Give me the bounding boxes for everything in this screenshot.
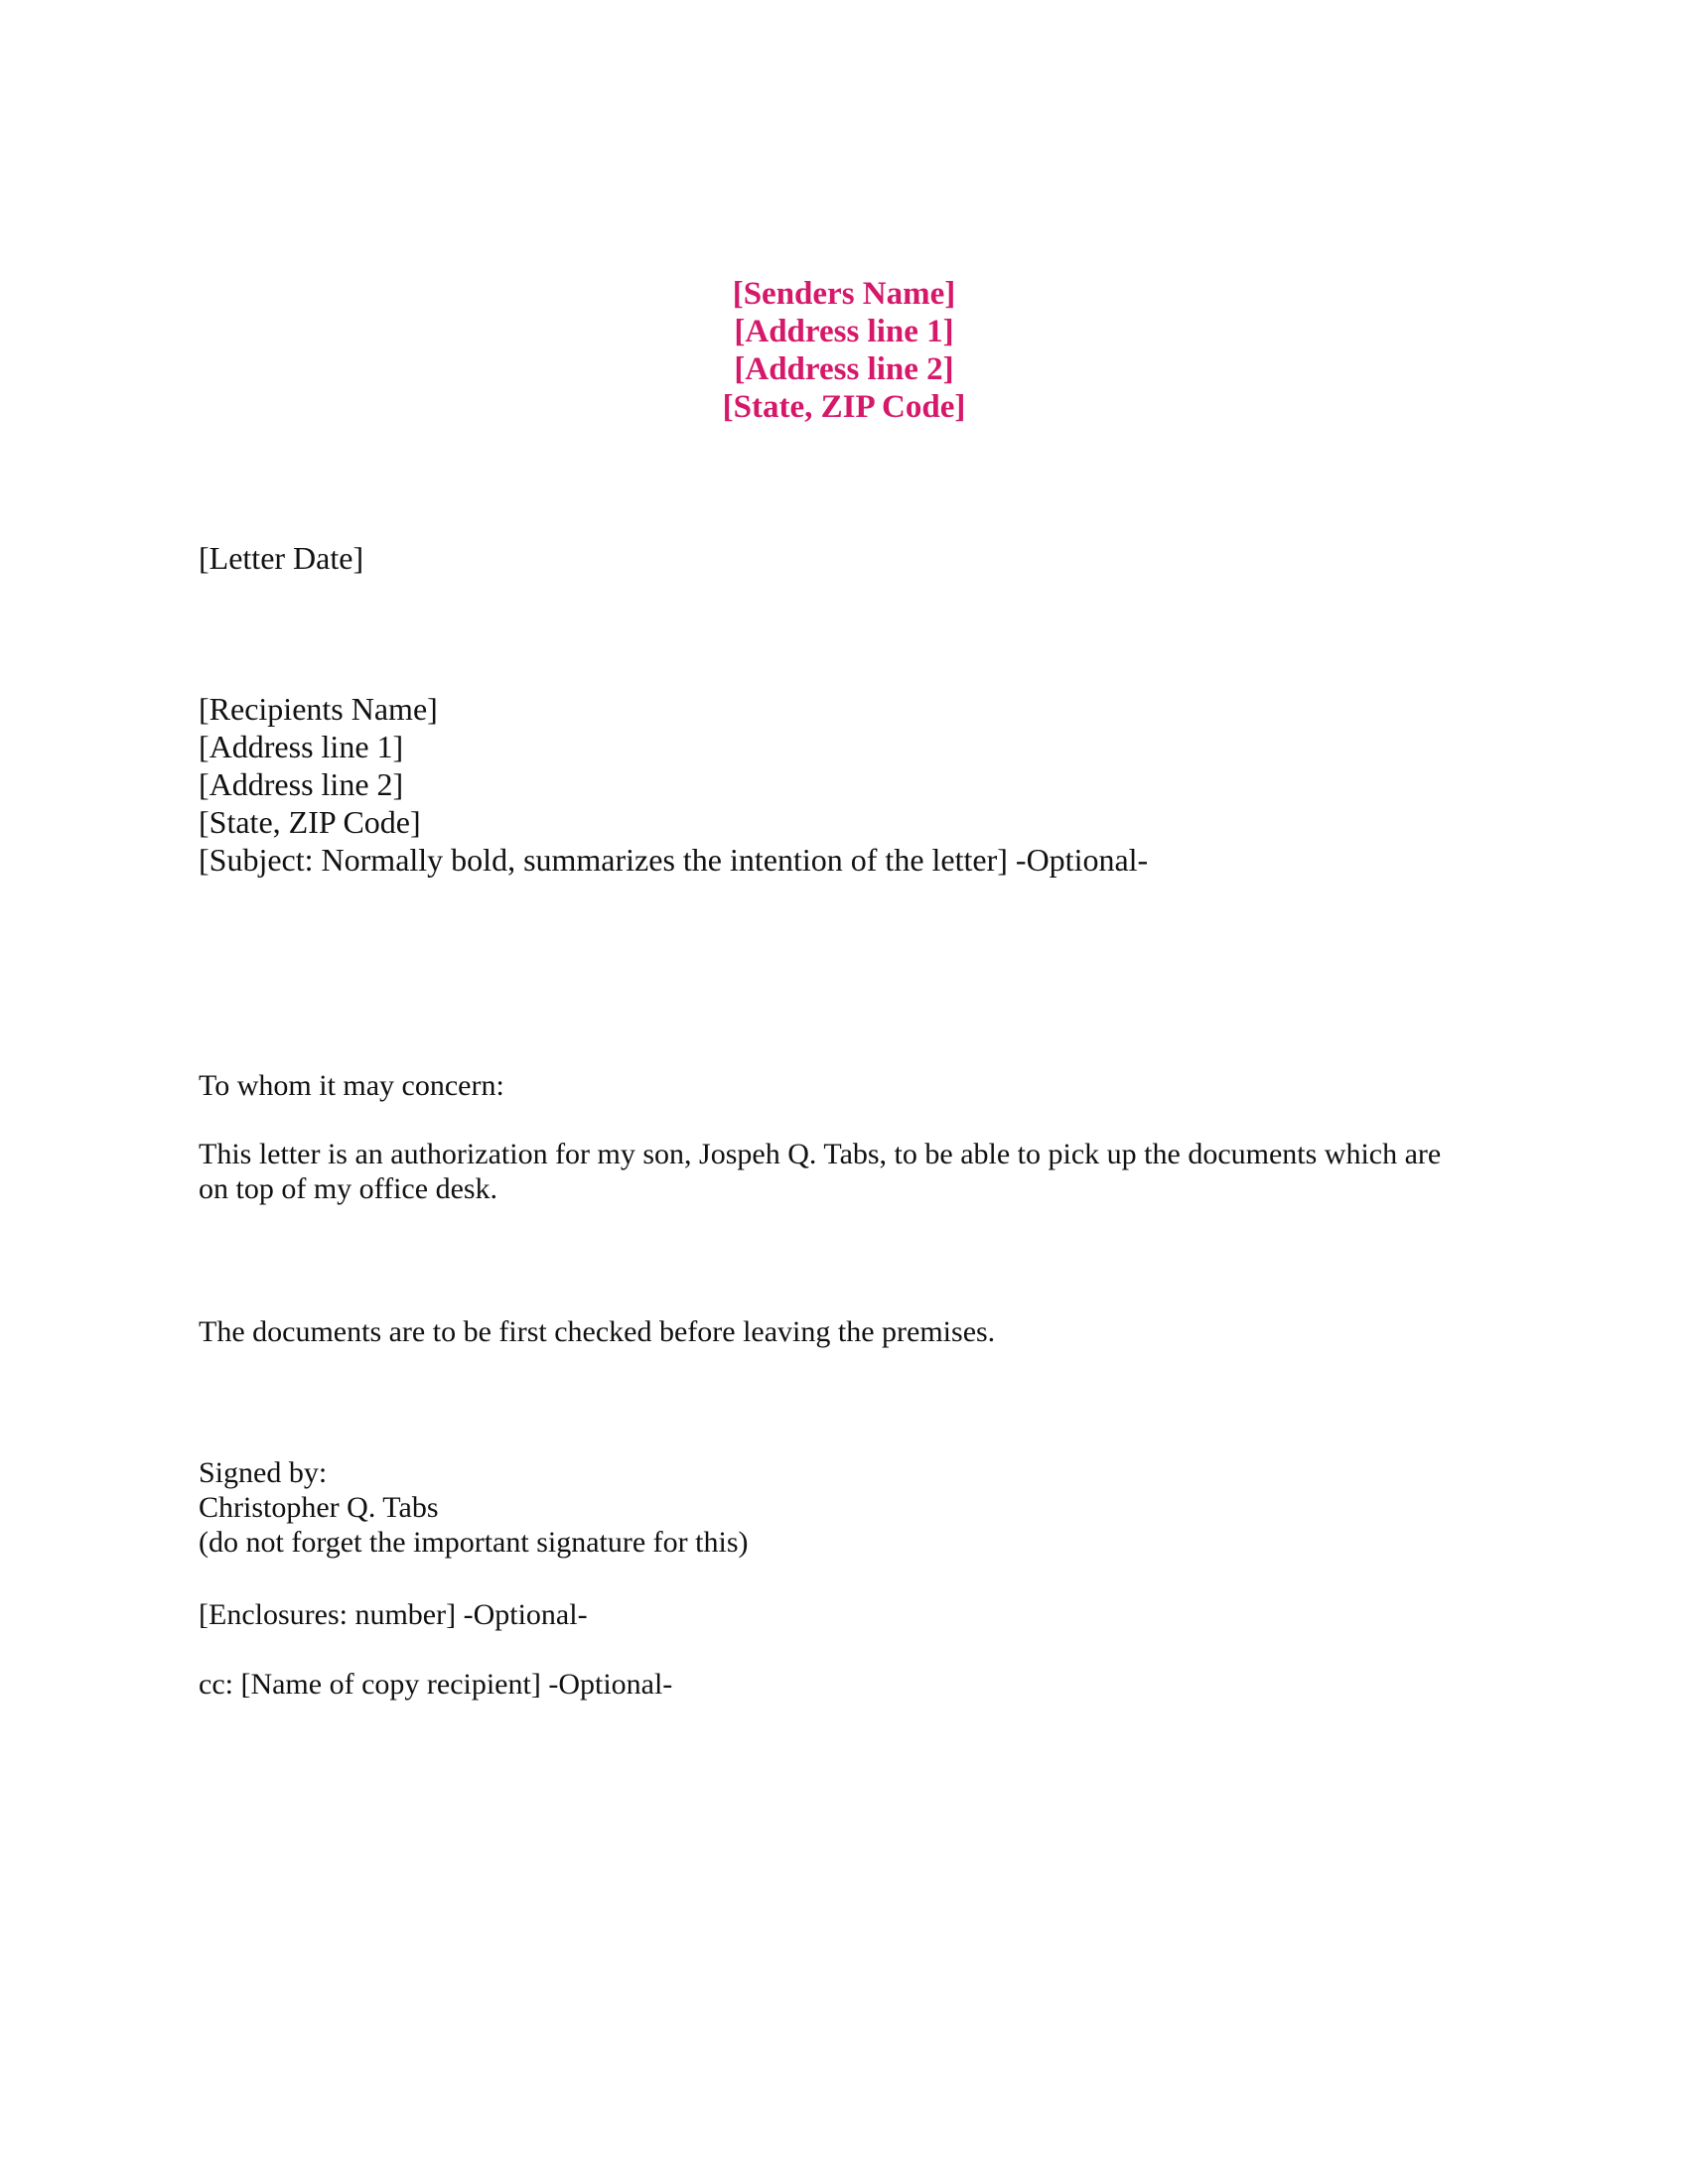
sender-name: [Senders Name] [732,276,956,312]
signer-name: Christopher Q. Tabs [199,1491,439,1524]
subject-line: [Subject: Normally bold, summarizes the intention of the letter] -Optional- [199,842,1149,878]
recipient-address-line-2: [Address line 2] [199,766,404,802]
letter-date: [Letter Date] [199,540,364,576]
sender-address-line-1: [Address line 1] [734,314,954,349]
sender-address-line-2: [Address line 2] [734,351,954,387]
body-paragraph-1-line-1: This letter is an authorization for my son, Jospeh Q. Tabs, to be able to pick up the documents which are [199,1138,1442,1170]
body-paragraph-2: The documents are to be first checked before leaving the premises. [199,1315,996,1348]
body-paragraph-1-line-2: on top of my office desk. [199,1172,498,1205]
signature-note: (do not forget the important signature for this) [199,1526,749,1559]
enclosures-line: [Enclosures: number] -Optional- [199,1598,588,1631]
recipient-state-zip: [State, ZIP Code] [199,804,421,840]
signed-by-label: Signed by: [199,1456,328,1489]
cc-line: cc: [Name of copy recipient] -Optional- [199,1668,673,1701]
recipient-address-line-1: [Address line 1] [199,729,404,764]
salutation: To whom it may concern: [199,1069,504,1102]
sender-block [0,275,1688,426]
sender-state-zip: [State, ZIP Code] [722,389,966,425]
recipient-name: [Recipients Name] [199,691,438,727]
